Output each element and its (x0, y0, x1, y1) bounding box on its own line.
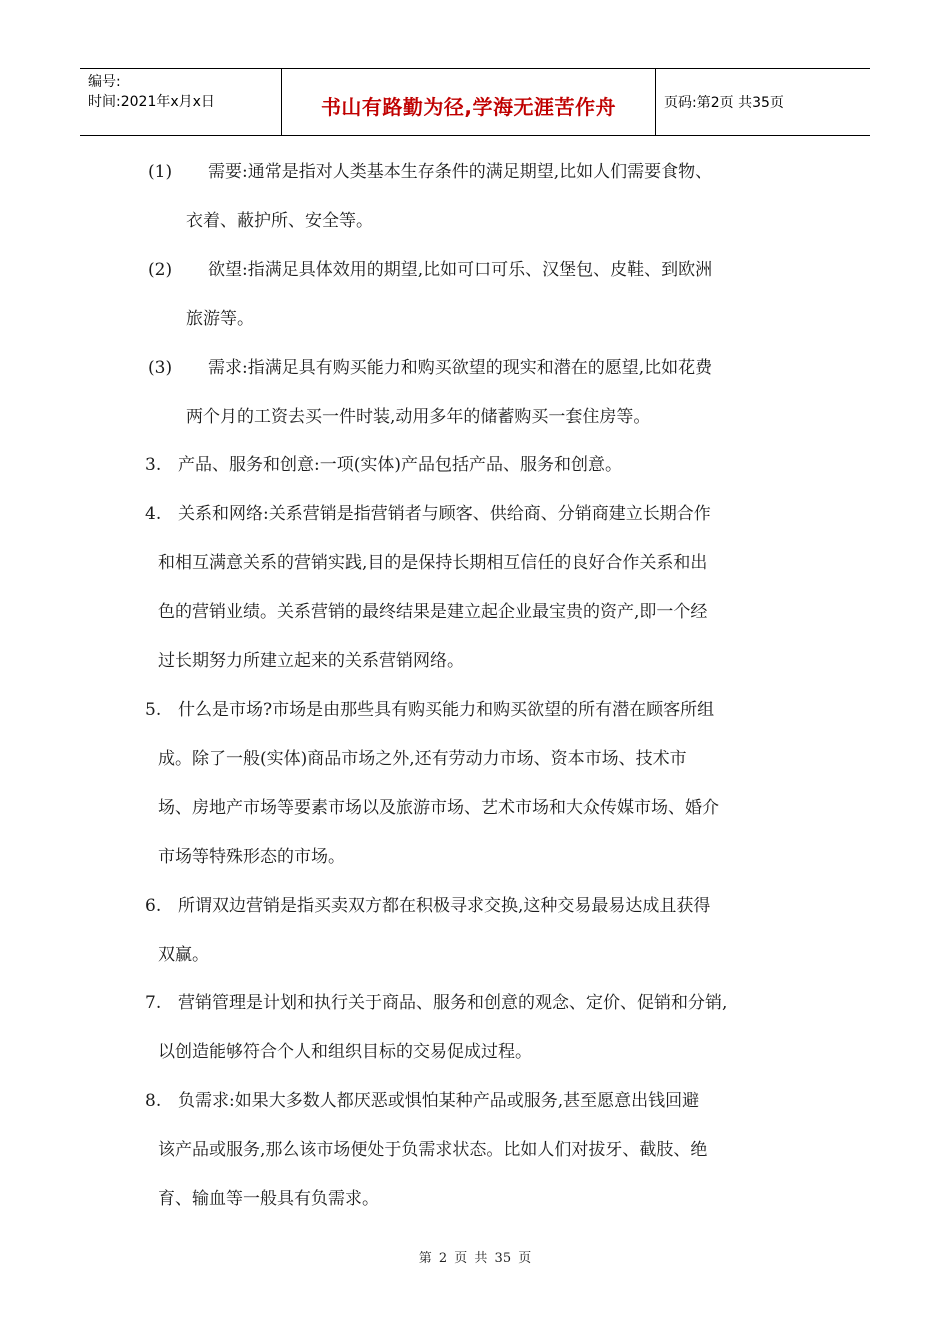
paragraph-marker: (2) (148, 260, 173, 280)
header-page-cell (656, 69, 870, 135)
paragraph-line: 产品、服务和创意:一项(实体)产品包括产品、服务和创意。 (178, 455, 622, 475)
paragraph-marker: 3. (145, 455, 162, 475)
paragraph-line: 需要:通常是指对人类基本生存条件的满足期望,比如人们需要食物、 (208, 162, 713, 182)
paragraph-line: 双赢。 (158, 945, 209, 965)
paragraph-line: 营销管理是计划和执行关于商品、服务和创意的观念、定价、促销和分销, (178, 993, 728, 1013)
paragraph-line: 需求:指满足具有购买能力和购买欲望的现实和潜在的愿望,比如花费 (208, 358, 713, 378)
paragraph-line: 关系和网络:关系营销是指营销者与顾客、供给商、分销商建立长期合作 (178, 504, 711, 524)
document-number-label: 编号: (88, 74, 121, 90)
paragraph-line: 什么是市场?市场是由那些具有购买能力和购买欲望的所有潜在顾客所组 (178, 700, 715, 720)
paragraph-line: 场、房地产市场等要素市场以及旅游市场、艺术市场和大众传媒市场、婚介 (158, 798, 719, 818)
paragraph-line: 过长期努力所建立起来的关系营销网络。 (158, 651, 464, 671)
paragraph-line: 市场等特殊形态的市场。 (158, 847, 345, 867)
paragraph-marker: 5. (145, 700, 162, 720)
paragraph-line: 衣着、蔽护所、安全等。 (186, 211, 373, 231)
header-meta-cell (80, 69, 282, 135)
paragraph-line: 该产品或服务,那么该市场便处于负需求状态。比如人们对拔牙、截肢、绝 (158, 1140, 708, 1160)
header-page-info: 页码:第2页 共35页 (664, 95, 784, 111)
header-slogan-cell (282, 69, 656, 135)
header-slogan: 书山有路勤为径,学海无涯苦作舟 (320, 94, 617, 119)
paragraph-marker: (3) (148, 358, 173, 378)
paragraph-line: 成。除了一般(实体)商品市场之外,还有劳动力市场、资本市场、技术市 (158, 749, 687, 769)
paragraph-line: 以创造能够符合个人和组织目标的交易促成过程。 (158, 1042, 532, 1062)
page-footer: 第 2 页 共 35 页 (418, 1251, 532, 1266)
paragraph-line: 育、输血等一般具有负需求。 (158, 1189, 379, 1209)
paragraph-line: 和相互满意关系的营销实践,目的是保持长期相互信任的良好合作关系和出 (158, 553, 708, 573)
paragraph-marker: 4. (145, 504, 162, 524)
document-time-label: 时间:2021年x月x日 (88, 94, 215, 110)
document-header (80, 68, 870, 136)
paragraph-line: 色的营销业绩。关系营销的最终结果是建立起企业最宝贵的资产,即一个经 (158, 602, 708, 622)
paragraph-marker: 7. (145, 993, 162, 1013)
paragraph-line: 欲望:指满足具体效用的期望,比如可口可乐、汉堡包、皮鞋、到欧洲 (208, 260, 713, 280)
paragraph-marker: 8. (145, 1091, 162, 1111)
paragraph-line: 负需求:如果大多数人都厌恶或惧怕某种产品或服务,甚至愿意出钱回避 (178, 1091, 700, 1111)
paragraph-marker: (1) (148, 162, 173, 182)
paragraph-line: 所谓双边营销是指买卖双方都在积极寻求交换,这种交易最易达成且获得 (178, 896, 711, 916)
paragraph-line: 旅游等。 (186, 309, 254, 329)
paragraph-marker: 6. (145, 896, 162, 916)
paragraph-line: 两个月的工资去买一件时装,动用多年的储蓄购买一套住房等。 (186, 407, 651, 427)
